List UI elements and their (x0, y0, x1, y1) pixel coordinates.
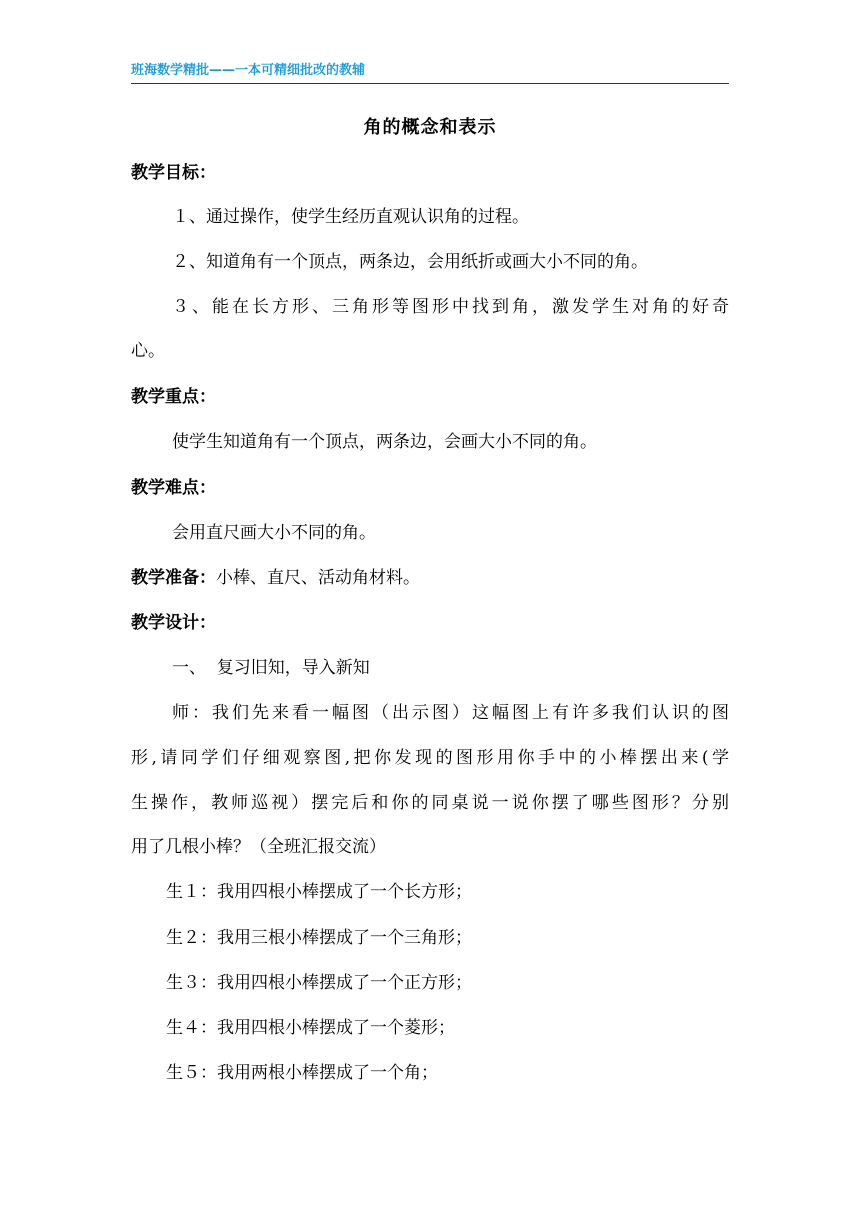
teacher-line: 形,请同学们仔细观察图,把你发现的图形用你手中的小棒摆出来(学 (131, 748, 729, 768)
preparation-text: 小棒、直尺、活动角材料。 (216, 568, 420, 588)
design-heading: 教学设计： (131, 613, 216, 633)
student-line: 生４：我用四根小棒摆成了一个菱形； (166, 1018, 455, 1038)
preparation-row (131, 565, 420, 591)
section-heading: 一、 复习旧知，导入新知 (172, 658, 370, 678)
teacher-line: 生操作，教师巡视）摆完后和你的同桌说一说你摆了哪些图形？分别 (131, 793, 729, 813)
student-line: 生２：我用三根小棒摆成了一个三角形； (166, 928, 472, 948)
key-points-text: 使学生知道角有一个顶点，两条边，会画大小不同的角。 (172, 432, 597, 452)
difficulties-text: 会用直尺画大小不同的角。 (172, 523, 376, 543)
objective-item: １、通过操作，使学生经历直观认识角的过程。 (172, 207, 529, 227)
objective-item: ３、能在长方形、三角形等图形中找到角，激发学生对角的好奇 (172, 297, 729, 317)
objective-item: ２、知道角有一个顶点，两条边，会用纸折或画大小不同的角。 (172, 252, 648, 272)
objective-item-continued: 心。 (131, 341, 165, 361)
header-text: 班海数学精批——一本可精细批改的教辅 (131, 63, 366, 78)
student-line: 生３：我用四根小棒摆成了一个正方形； (166, 973, 472, 993)
objectives-heading: 教学目标： (131, 163, 216, 183)
teacher-line: 用了几根小棒？（全班汇报交流） (131, 837, 386, 857)
student-line: 生５：我用两根小棒摆成了一个角； (166, 1063, 438, 1083)
document-title: 角的概念和表示 (363, 117, 497, 138)
page-header (131, 60, 729, 84)
student-line: 生１：我用四根小棒摆成了一个长方形； (166, 882, 472, 902)
preparation-heading: 教学准备： (131, 568, 216, 588)
difficulties-heading: 教学难点： (131, 478, 216, 498)
key-points-heading: 教学重点： (131, 387, 216, 407)
teacher-line: 师：我们先来看一幅图（出示图）这幅图上有许多我们认识的图 (172, 703, 729, 723)
